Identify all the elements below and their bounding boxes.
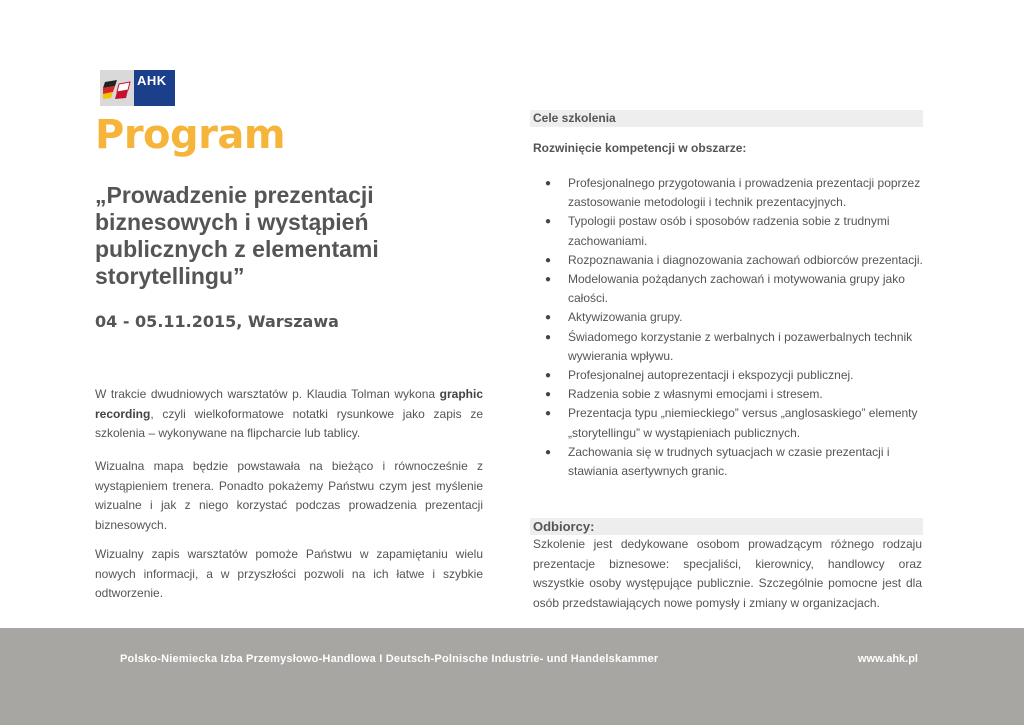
section-heading-odbiorcy: Odbiorcy:: [530, 518, 923, 535]
bullet-icon: ●: [545, 446, 552, 458]
training-subtitle: „Prowadzenie prezentacji biznesowych i wystąpień publicznych z elementami storytellingu”: [95, 182, 379, 289]
bullet-icon: ●: [545, 216, 552, 228]
footer-website-link[interactable]: www.ahk.pl: [857, 653, 918, 665]
logo-text: AHK: [137, 73, 167, 88]
list-item-text: Rozpoznawania i diagnozowania zachowań odbiorców prezentacji.: [568, 252, 923, 267]
list-item: [533, 328, 923, 366]
list-item-text: Profesjonalnego przygotowania i prowadzenia prezentacji poprzez zastosowanie metodologii i technik prezentacyjnych.: [568, 176, 921, 210]
bullet-icon: ●: [545, 312, 552, 324]
list-item-text: Radzenia sobie z własnymi emocjami i stresem.: [568, 387, 823, 402]
bullet-icon: ●: [545, 254, 552, 266]
list-item: [533, 366, 923, 385]
list-item-text: Typologii postaw osób i sposobów radzenia sobie z trudnymi zachowaniami.: [568, 214, 890, 248]
ahk-logo: [100, 70, 175, 106]
para1-text-bold: graphic recording: [95, 387, 483, 421]
paragraph-visual-map: Wizualna mapa będzie powstawała na bieżąco i równocześnie z wystąpieniem trenera. Ponadto pokażemy Państwu czym jest myślenie wizualne i jak z niego korzystać podczas prowadzenia prezentacji biznesowych.: [95, 459, 483, 532]
bullet-icon: ●: [545, 274, 552, 286]
event-date: 04 - 05.11.2015, Warszawa: [95, 312, 339, 331]
list-item-text: Świadomego korzystanie z werbalnych i pozawerbalnych technik wywierania wpływu.: [568, 329, 913, 363]
list-item-text: Profesjonalnej autoprezentacji i ekspozycji publicznej.: [568, 368, 854, 383]
list-item: [533, 251, 923, 270]
para1-text-post: , czyli wielkoformatowe notatki rysunkowe jako zapis ze szkolenia – wykonywane na flipcharcie lub tablicy.: [95, 406, 483, 440]
list-item: [533, 385, 923, 404]
list-item: [533, 212, 923, 250]
bullet-icon: ●: [545, 408, 552, 420]
flag-swoosh-icon: [103, 78, 131, 100]
audience-text: Szkolenie jest dedykowane osobom prowadzącym różnego rodzaju prezentacje biznesowe: specjaliści, kierownicy, handlowcy oraz wszystkie osoby występujące publicznie. Szczególnie pomocne jest dla osób przedstawiających nowe pomysły i zmiany w organizacjach.: [533, 537, 922, 610]
para1-text-pre: W trakcie dwudniowych warsztatów p. Klaudia Tolman wykona: [95, 387, 440, 401]
list-item: [533, 270, 923, 308]
bullet-icon: ●: [545, 370, 552, 382]
bullet-icon: ●: [545, 389, 552, 401]
bullet-icon: ●: [545, 178, 552, 189]
list-item: [533, 404, 923, 442]
list-item-text: Aktywizowania grupy.: [568, 310, 683, 325]
list-item-text: Prezentacja typu „niemieckiego” versus „anglosaskiego” elementy „storytellingu” w wystąpieniach publicznych.: [568, 406, 918, 440]
footer-chamber-name: Polsko-Niemiecka Izba Przemysłowo-Handlowa I Deutsch-Polnische Industrie- und Handelskammer: [120, 653, 659, 665]
list-item-text: Zachowania się w trudnych sytuacjach w czasie prezentacji i stawiania asertywnych granic.: [568, 444, 890, 479]
paragraph-visual-record: Wizualny zapis warsztatów pomoże Państwu w zapamiętaniu wielu nowych informacji, a w przyszłości pozwoli na ich łatwe i szybkie odtworzenie.: [95, 547, 483, 600]
list-item: [533, 308, 923, 327]
competence-intro: Rozwinięcie kompetencji w obszarze:: [533, 141, 747, 155]
bullet-icon: ●: [545, 331, 552, 343]
paragraph-graphic-recording: [95, 385, 483, 444]
list-item: [533, 443, 923, 481]
page-footer: [0, 628, 1024, 725]
list-item-text: Modelowania pożądanych zachowań i motywowania grupy jako całości.: [568, 272, 905, 306]
list-item: [533, 174, 923, 212]
goals-list: [533, 174, 923, 481]
section-heading-cele: Cele szkolenia: [530, 110, 923, 127]
page-title: Program: [95, 112, 286, 158]
